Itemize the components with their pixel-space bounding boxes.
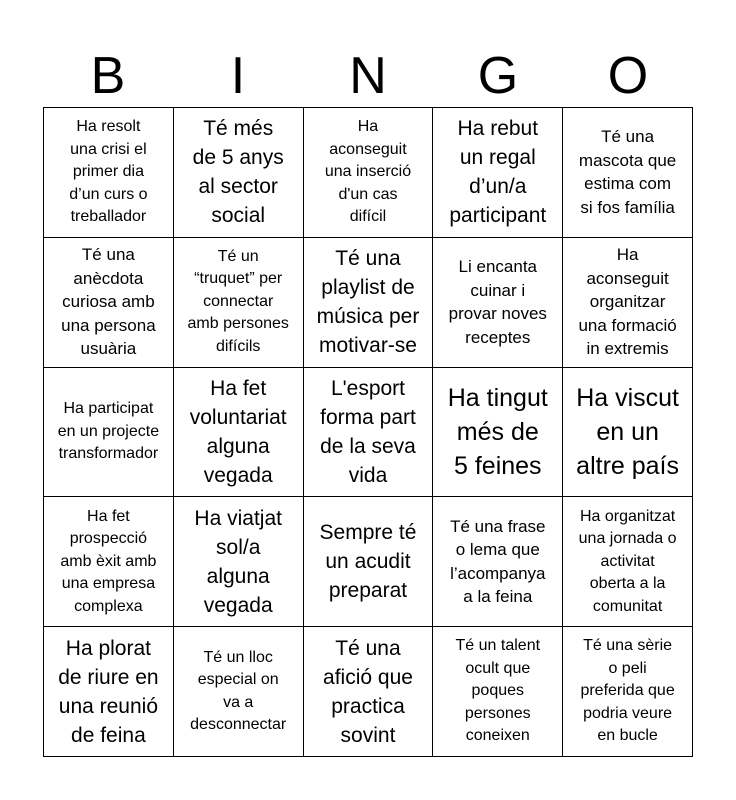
bingo-cell[interactable] [433,368,563,498]
cell-text: Ha viscut en un altre país [576,383,680,480]
cell-text: Té una playlist de música per motivar-se [316,247,420,358]
bingo-cell[interactable] [44,108,174,238]
cell-text: Té una afició que practica sovint [323,636,413,747]
cell-text: Sempre té un acudit preparat [319,521,417,603]
bingo-cell[interactable] [433,108,563,238]
bingo-cell[interactable] [174,497,304,627]
bingo-cell[interactable] [563,238,693,368]
bingo-cell[interactable] [304,108,434,238]
bingo-cell[interactable] [304,368,434,498]
cell-text: Té un “truquet” per connectar amb persones difícils [187,247,289,355]
bingo-cell[interactable] [174,108,304,238]
cell-text: Té una frase o lema que l’acompanya a la feina [450,516,546,607]
bingo-cell[interactable] [174,627,304,757]
cell-text: Ha viatjat sol/a alguna vegada [194,506,282,617]
cell-text: Ha participat en un projecte transformador [57,400,160,463]
header-letter-b: B [90,47,126,105]
header-letter-g: G [477,47,519,105]
cell-text: Ha tingut més de 5 feines [447,383,548,480]
cell-text: Li encanta cuinar i provar noves receptes [448,257,547,347]
cell-text: L'esport forma part de la seva vida [320,376,416,487]
header-letter-i: I [230,47,246,105]
bingo-cell[interactable] [433,627,563,757]
cell-text: Té un lloc especial on va a desconnectar [190,648,287,734]
cell-text: Té una sèrie o peli preferida que podria veure en bucle [580,637,675,745]
bingo-cell[interactable] [44,627,174,757]
cell-text: Ha aconseguit organitzar una formació in extremis [578,245,677,359]
bingo-cell[interactable] [563,108,693,238]
cell-text: Té una anècdota curiosa amb una persona usuària [61,245,156,359]
bingo-grid [43,107,693,757]
bingo-cell[interactable] [304,497,434,627]
bingo-cell[interactable] [433,238,563,368]
cell-text: Ha resolt una crisi el primer dia d’un curs o treballador [69,118,148,226]
header-letter-n: N [349,47,387,105]
cell-text: Ha fet prospecció amb èxit amb una empresa complexa [60,507,157,615]
bingo-cell[interactable] [44,368,174,498]
cell-text: Té un talent ocult que poques persones coneixen [455,637,541,745]
cell-text: Ha fet voluntariat alguna vegada [189,376,287,487]
bingo-cell[interactable] [44,238,174,368]
cell-text: Ha rebut un regal d’un/a participant [449,117,547,228]
header-letter-o: O [607,47,649,105]
bingo-cell[interactable] [174,368,304,498]
cell-text: Ha plorat de riure en una reunió de feina [58,636,159,747]
bingo-cell[interactable] [563,627,693,757]
bingo-cell[interactable] [563,368,693,498]
bingo-header [43,44,693,108]
bingo-cell[interactable] [304,238,434,368]
bingo-cell[interactable] [563,497,693,627]
bingo-cell[interactable] [174,238,304,368]
cell-text: Té més de 5 anys al sector social [192,117,284,228]
bingo-cell[interactable] [304,627,434,757]
bingo-cell[interactable] [433,497,563,627]
cell-text: Ha aconseguit una inserció d'un cas difícil [324,118,412,226]
cell-text: Té una mascota que estima com si fos família [578,127,677,217]
cell-text: Ha organitzat una jornada o activitat oberta a la comunitat [578,507,677,615]
bingo-cell[interactable] [44,497,174,627]
